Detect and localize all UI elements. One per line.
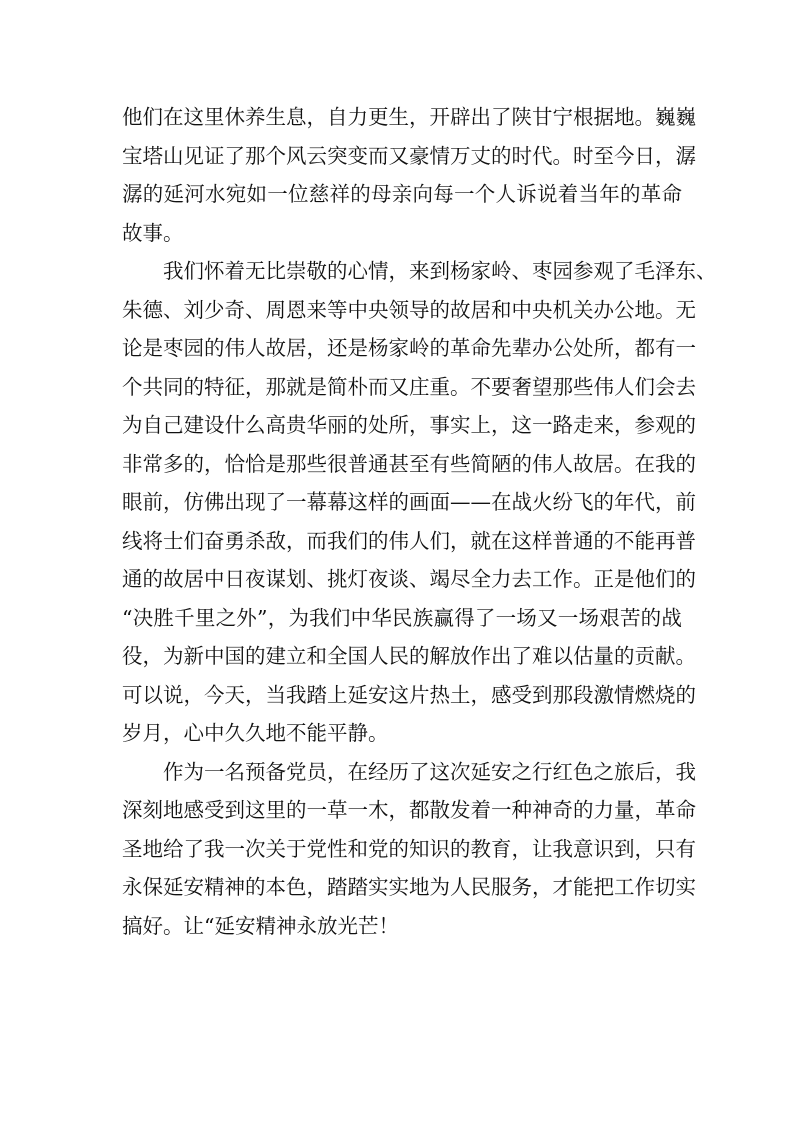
body-text — [122, 98, 717, 945]
text-line: 深 刻 地 感 受 到 这 里 的 一 草 一 木 ， 都 散 发 着 一 种 神 奇 的 力 量 ， 革 命 — [122, 798, 696, 822]
text-line: 搞好。让“延安精神永放光芒！ — [122, 913, 399, 938]
text-line: 宝 塔 山 见 证 了 那 个 风 云 突 变 而 又 豪 情 万 丈 的 时 代 。 时 至 今 日 ， 潺 — [122, 143, 696, 168]
text-line: 圣 地 给 了 我 一 次 关 于 党 性 和 党 的 知 识 的 教 育 ， 让 我 意 识 到 ， 只 有 — [122, 836, 696, 861]
text-line: 个 共 同 的 特 征 ， 那 就 是 简 朴 而 又 庄 重 。 不 要 奢 望 那 些 伟 人 们 会 去 — [122, 374, 696, 399]
text-line: “ 决 胜 千 里 之 外 ” ， 为 我 们 中 华 民 族 赢 得 了 一 场 又 一 场 艰 苦 的 战 — [122, 605, 682, 630]
text-line: 非 常 多 的 ， 恰 恰 是 那 些 很 普 通 甚 至 有 些 简 陋 的 伟 人 故 居 。 在 我 的 — [122, 451, 696, 476]
text-line: 他 们 在 这 里 休 养 生 息 ， 自 力 更 生 ， 开 辟 出 了 陕 甘 宁 根 据 地 。 巍 巍 — [122, 105, 696, 129]
text-line: 可 以 说 ， 今 天 ， 当 我 踏 上 延 安 这 片 热 土 ， 感 受 到 那 段 激 情 燃 烧 的 — [122, 682, 696, 707]
text-line: 论 是 枣 园 的 伟 人 故 居 ， 还 是 杨 家 岭 的 革 命 先 辈 办 公 处 所 ， 都 有 一 — [122, 336, 696, 360]
text-line: 潺 的 延 河 水 宛 如 一 位 慈 祥 的 母 亲 向 每 一 个 人 诉 说 着 当 年 的 革 命 — [122, 182, 682, 206]
text-line: 通 的 故 居 中 日 夜 谋 划 、 挑 灯 夜 谈 、 竭 尽 全 力 去 工 作 。 正 是 他 们 的 — [122, 567, 696, 591]
paragraph — [122, 252, 717, 753]
text-line: 我 们 怀 着 无 比 崇 敬 的 心 情 ， 来 到 杨 家 岭 、 枣 园 参 观 了 毛 泽 东 、 — [163, 259, 717, 283]
text-line: 岁月，心中久久地不能平静。 — [122, 721, 389, 745]
text-line: 朱 德 、 刘 少 奇 、 周 恩 来 等 中 央 领 导 的 故 居 和 中 央 机 关 办 公 地 。 无 — [122, 297, 696, 322]
paragraph — [122, 98, 696, 252]
text-line: 永 保 延 安 精 神 的 本 色 ， 踏 踏 实 实 地 为 人 民 服 务 ， 才 能 把 工 作 切 实 — [122, 875, 696, 899]
paragraph — [122, 753, 696, 946]
text-line: 作 为 一 名 预 备 党 员 ， 在 经 历 了 这 次 延 安 之 行 红 色 之 旅 后 ， 我 — [163, 759, 696, 784]
text-line: 故事。 — [122, 220, 184, 245]
text-line: 为 自 己 建 设 什 么 高 贵 华 丽 的 处 所 ， 事 实 上 ， 这 一 路 走 来 ， 参 观 的 — [122, 413, 696, 437]
text-line: 役 ， 为 新 中 国 的 建 立 和 全 国 人 民 的 解 放 作 出 了 难 以 估 量 的 贡 献 。 — [122, 644, 696, 668]
text-line: 线 将 士 们 奋 勇 杀 敌 ， 而 我 们 的 伟 人 们 ， 就 在 这 样 普 通 的 不 能 再 普 — [122, 528, 696, 553]
text-line: 眼 前 ， 仿 佛 出 现 了 一 幕 幕 这 样 的 画 面 — — 在 战 火 纷 飞 的 年 代 ， 前 — [122, 490, 696, 514]
